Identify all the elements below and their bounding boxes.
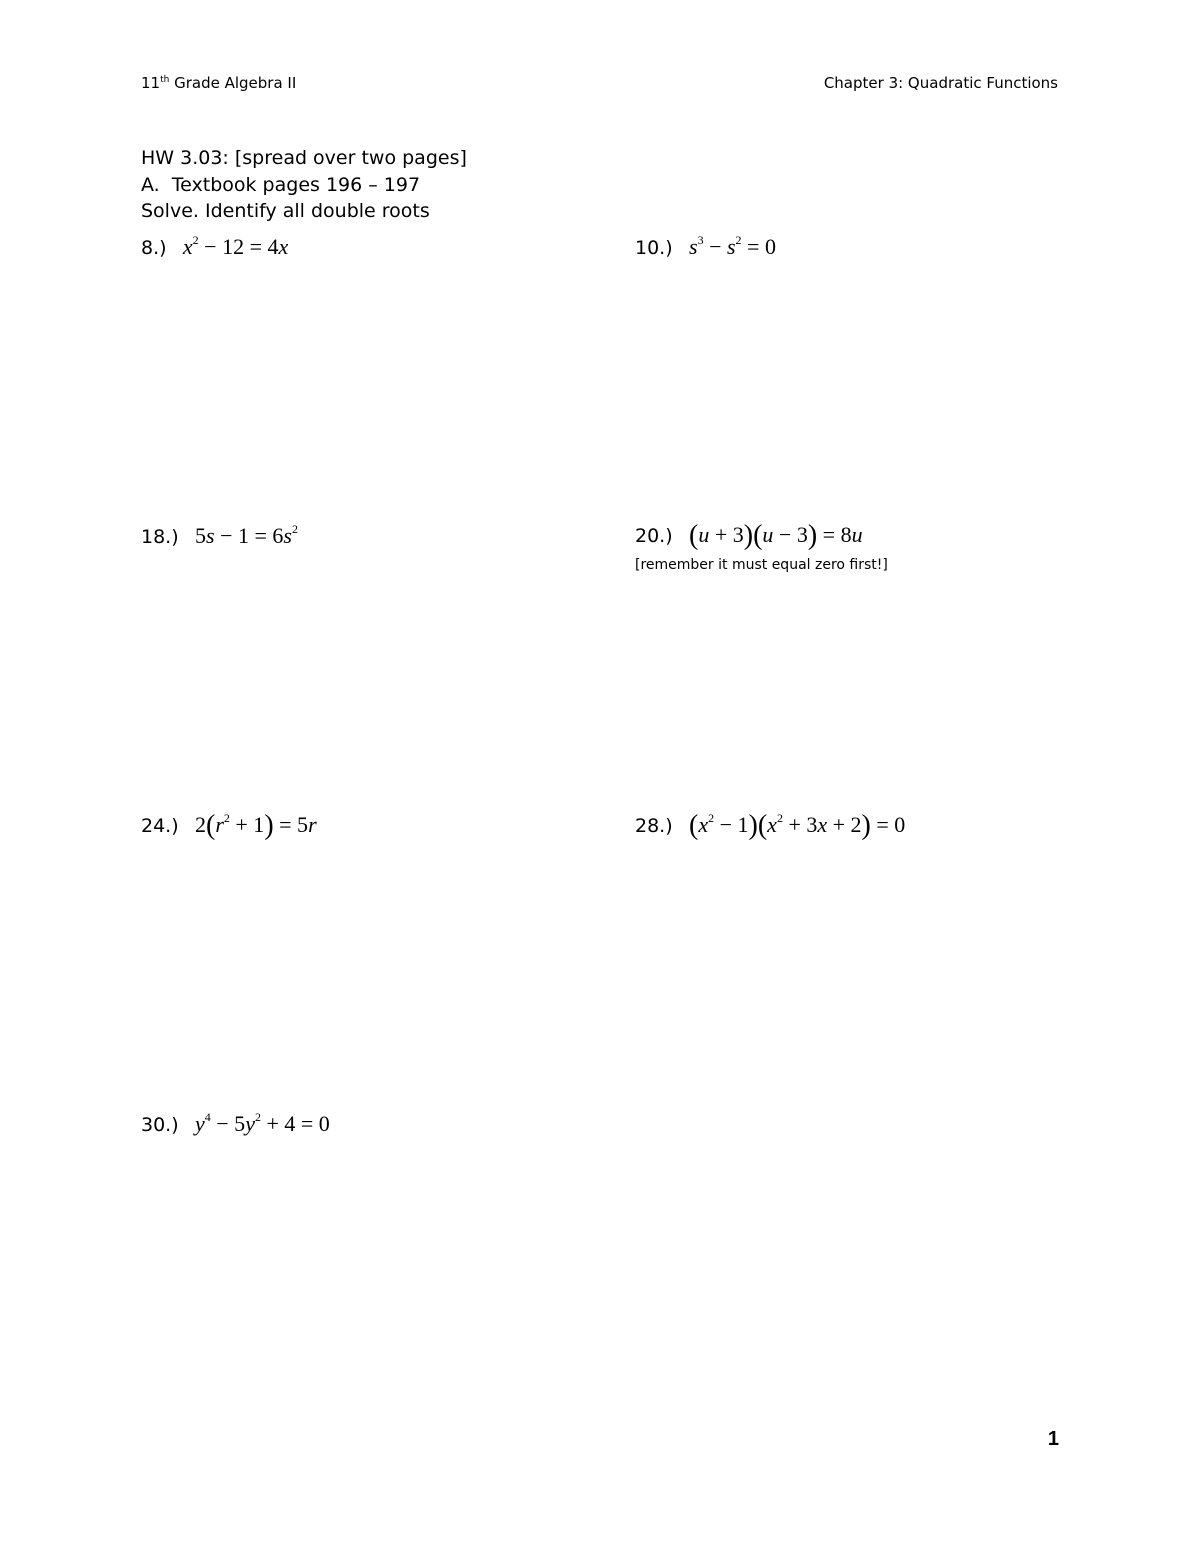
header-chapter: Chapter 3: Quadratic Functions [823,74,1058,92]
problem-equation: $5s - 1 = 6s^2$ [195,522,298,548]
header-course [141,74,296,92]
header-grade: 11 [141,74,161,92]
problem-number: 10.) [635,237,673,259]
problem-18 [141,522,298,549]
problem-number: 24.) [141,815,179,837]
assignment-title: HW 3.03: [spread over two pages] [141,147,467,169]
assignment-intro [141,145,467,225]
problem-equation: $2(r^2 + 1) = 5r$ [195,810,317,841]
problem-number: 18.) [141,526,179,548]
problem-24 [141,810,317,842]
assignment-instructions: Solve. Identify all double roots [141,200,430,222]
problem-20 [635,520,863,552]
problem-number: 30.) [141,1114,179,1136]
problem-equation: $s^3 - s^2 = 0$ [689,233,776,259]
problem-number: 28.) [635,815,673,837]
problem-equation: (u + 3)(u − 3) = 8u [689,520,863,551]
problem-30 [141,1110,330,1137]
header-grade-suffix: th [160,75,170,85]
page-number: 1 [1047,1428,1059,1450]
problem-8 [141,233,288,260]
problem-equation: $y^4 - 5y^2 + 4 = 0$ [195,1110,330,1136]
problem-28 [635,810,905,842]
problem-number: 20.) [635,525,673,547]
problem-equation: $(x^2 - 1)(x^2 + 3x + 2) = 0$ [689,810,906,841]
assignment-pages: A. Textbook pages 196 – 197 [141,173,421,196]
problem-10 [635,233,776,260]
header-course-name: Grade Algebra II [169,74,297,92]
problem-number: 8.) [141,237,167,259]
problem-equation: $x^2 - 12 = 4x$ [182,233,289,259]
problem-20-note: [remember it must equal zero first!] [635,557,888,573]
